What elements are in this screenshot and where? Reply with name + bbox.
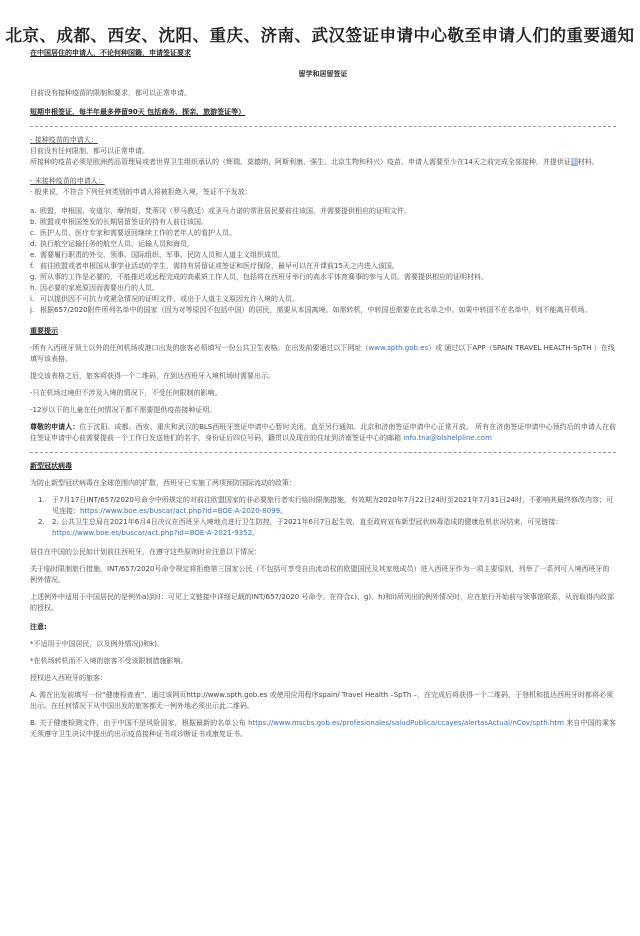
covid-intro: 为防止新型冠状病毒在全球范围内的扩散，西班牙已实施了两项预防国际流动的政策： <box>30 479 296 487</box>
entry-a: A. 需在出发前填写一份“健康检查表”，通过该网页http://www.spth.gob.es 或使用应用程序spain/ Travel Health –SpTh –，在完成后将获得一个二维码，于登机和抵达西班牙时都将必须出示。在任何情况下从中国出发的旅客都无一例外地必须出示此二维码。 <box>30 691 614 710</box>
list-item: h. 因必要的家庭原因而需要出行的人员。 <box>30 284 159 292</box>
list-item: f. 前往欧盟或者申根国从事学业活动的学生，需持有居留证或签证和医疗保险，最早可以在开课前15天之内进入该国。 <box>30 262 399 270</box>
tips-paragraph-4: -12岁以下的儿童在任何情况下都不需要提供疫苗接种证明。 <box>30 406 217 414</box>
note-1: *不适用于中国居民，以及例外情况j)和k)。 <box>30 640 164 648</box>
divider <box>30 452 616 453</box>
vaccinated-paragraph-1: 目前没有任何限制，都可以正常申请。 <box>30 147 149 155</box>
list-item: 2. 2. 公共卫生总局在2021年6月4日决议在西班牙入境地点进行卫生防控，于2021年6月7日起生效，直至政府宣布新型冠状病毒造成的健康危机状况结束，可见链接：https://www.boe.es/buscar/act.php?id=BOE-A-2021-9352。 <box>38 518 563 537</box>
tips-paragraph-2: 提交该表格之后，旅客将获得一个二维码，在到达西班牙入境机场时需要出示。 <box>30 372 275 380</box>
intro-heading: 在中国居住的申请人，不论何种国籍，申请签证要求 <box>30 49 191 57</box>
highlighted-text: 明 <box>570 158 578 166</box>
note-heading: 注意: <box>30 623 47 631</box>
tips-paragraph-3: -只在机场过境但不涉及入境的情况下，不受任何限制的影响。 <box>30 389 222 397</box>
restriction-paragraph: 关于临时限制旅行措施，INT/657/2020号命令规定将拒绝第三国家公民（不包括可享受自由流动权的欧盟国民及其家庭成员）进入西班牙作为一项主要原则，列举了一系列可入境西班牙的例外情况。 <box>30 565 610 584</box>
spth-link[interactable]: www.spth.gob.es <box>368 344 429 352</box>
email-link[interactable]: info.tna@blshelpline.com <box>403 434 492 442</box>
list-item: i. 可以提供因不可抗力或紧急情况的证明文件，或出于人道主义原因允许入境的人员。 <box>30 295 299 303</box>
vaccinated-paragraph-2: 所接种的疫苗必须是欧洲药品管理局或者世界卫生组织承认的（辉瑞、莫德纳、阿斯利康、强生、北京生物和科兴）疫苗。申请人需要至少在14天之前完成全部接种，并提供证明材料。 <box>30 158 599 166</box>
list-item: c. 医护人员、医疗专家和需要返回继续工作的老年人的看护人员。 <box>30 229 236 237</box>
resident-paragraph: 居住在中国的公民如计划前往西班牙，在遵守这些原则时应注意以下情况： <box>30 548 261 556</box>
page-title: 北京、成都、西安、沈阳、重庆、济南、武汉签证申请中心敬至申请人们的重要通知 <box>5 26 635 45</box>
covid-heading: 新型冠状病毒 <box>30 462 72 470</box>
list-item: g. 所从事的工作是必要的，不能推迟或远程完成的高素质工作人员，包括将在西班牙举行的高水平体育赛事的参与人员。需要提供相应的证明材料。 <box>30 273 488 281</box>
entry-paragraph: 授权进入西班牙的旅客： <box>30 674 107 682</box>
exception-paragraph: 上述例外中适用于中国居民的是例外a)到i)：可见上文链接中详细记载的INT/657/2020 号命令。在符合c)、g)、h)和i)所列出的例外情况时，应在旅行开始前与领事馆联系，从而取得内政部的授权。 <box>30 593 614 612</box>
entry-b: B. 关于健康检测文件，由于中国不是风险国家，根据最新的名单公布 https://www.mscbs.gob.es/profesionales/saludPublica/ccayes/alertasActual/nCov/spth.htm 来自中国的乘客无须遵守卫生决议中提出的出示疫苗接种证书或诊断证书或康复证书。 <box>30 719 616 738</box>
policy-list <box>30 495 616 539</box>
list-item: j. 根据657/2020附件所列名单中的国家（因为对等原因不包括中国）的居民，需要从本国离境。如需转机，中转国也需要在此名单之中。如果中转国不在名单中，则不能离开机场。 <box>30 306 592 314</box>
section-title: 留学和居留签证 <box>298 70 348 78</box>
list-item: b. 欧盟或申根国签发的长期居留签证的持有人前往该国。 <box>30 218 208 226</box>
document-body <box>30 48 616 740</box>
note-2: *在机场转机而不入境的旅客不受该限制措施影响。 <box>30 657 188 665</box>
boe-link[interactable]: https://www.boe.es/buscar/act.php?id=BOE-A-2021-9352 <box>52 529 253 537</box>
unvaccinated-heading: - 未接种疫苗的申请人： <box>30 177 105 185</box>
list-item: d. 执行航空运输任务的航空人员、运输人员和海员。 <box>30 240 194 248</box>
list-item: a. 欧盟、申根国、安道尔、摩纳哥、梵蒂冈（罗马教廷）或圣马力诺的常驻居民要前往该国，并需要提供相应的证明文件。 <box>30 207 411 215</box>
paragraph-no-limit: 目前没有接种疫苗的限制和要求，都可以正常申请。 <box>30 89 191 97</box>
tips-heading: 重要提示 <box>30 327 58 335</box>
boe-link[interactable]: https://www.boe.es/buscar/act.php?id=BOE-A-2020-8099 <box>80 507 281 515</box>
list-item: 1. 于7月17日INT/657/2020号命令中所规定的对前往欧盟国家的非必要旅行者实行临时限制措施，有效期为2020年7月22日24时至2021年7月31日24时，不影响其最终修改内容；可见连接：https://www.boe.es/buscar/act.php?id=BOE-A-2020-8099。 <box>38 496 613 515</box>
tips-paragraph-1: -所有入西班牙领土以外的任何机场或港口出发的旅客必须填写一份公共卫生表格。在出发前要通过以下网址（www.spth.gob.es）或 通过以下APP（SPAIN TRAVEL HEALTH-SpTH ）在线填写该表格。 <box>30 344 615 363</box>
category-list <box>30 206 616 316</box>
divider <box>30 126 616 127</box>
mscbs-link[interactable]: https://www.mscbs.gob.es/profesionales/saludPublica/ccayes/alertasActual/nCov/spth.htm <box>248 719 564 727</box>
list-item: e. 需要履行职责的外交、领事、国际组织、军事、民防人员和人道主义组织成员。 <box>30 251 285 259</box>
notice-paragraph: 尊敬的申请人：位于沈阳、成都、西安、重庆和武汉的BLS西班牙签证申请中心暂时关闭，直至另行通知。北京和济南签证申请中心正常开放。 所有在济南签证申请中心预约后的申请人在前往签证申请中心前需要提前一个工作日发送他们的名字，身份证后四位号码，籍贯以及现在的住址到济南签证中心的邮箱 info.tna@blshelpline.com <box>30 423 616 442</box>
short-term-heading: 短期申根签证，每半年最多停留90天 包括商务、探亲、旅游签证等） <box>30 108 246 116</box>
unvaccinated-paragraph: - 般来说，不符合下列任何类别的申请人将被拒绝入境，签证不予发放： <box>30 188 252 196</box>
vaccinated-heading: - 接种疫苗的申请人： <box>30 136 98 144</box>
